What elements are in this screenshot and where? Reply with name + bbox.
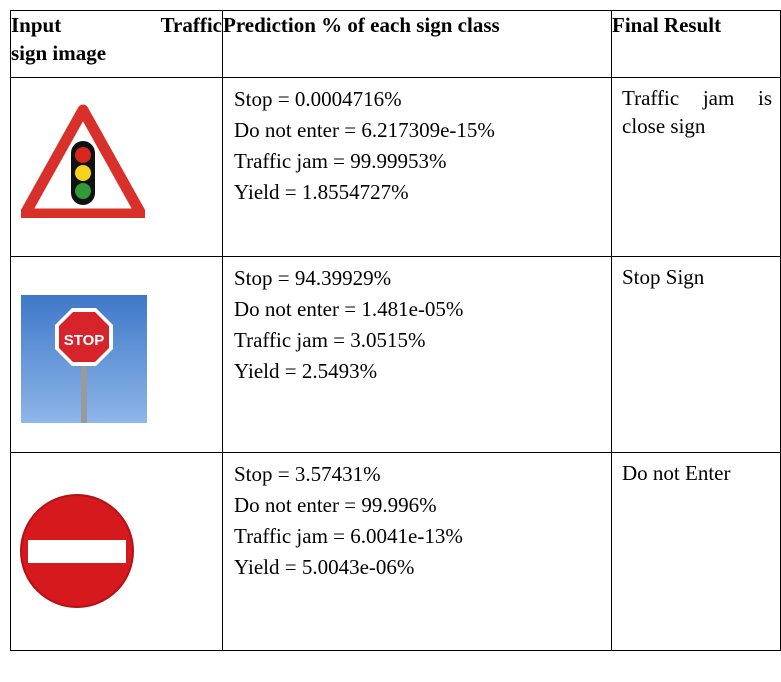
prediction-do-not-enter: Do not enter = 99.996% [234,493,437,517]
final-result-cell [612,453,781,651]
final-result-line1: Traffic jam is [622,86,772,110]
header-traffic-word: Traffic [160,13,222,37]
final-result-cell [612,257,781,453]
prediction-traffic-jam: Traffic jam = 3.0515% [234,328,426,352]
header-final-result: Final Result [612,11,781,78]
table-row [11,78,781,257]
final-result-line2: close sign [622,114,706,138]
prediction-stop: Stop = 0.0004716% [234,87,402,111]
stop-sign-text: STOP [63,332,105,349]
final-result-cell [612,78,781,257]
table-row [11,453,781,651]
header-row [11,11,781,78]
traffic-light-warning-sign [21,104,145,218]
prediction-traffic-jam: Traffic jam = 99.99953% [234,149,447,173]
final-result-line1: Stop Sign [622,265,705,289]
prediction-stop: Stop = 3.57431% [234,462,381,486]
prediction-do-not-enter: Do not enter = 1.481e-05% [234,297,464,321]
do-not-enter-sign [18,492,136,610]
header-input-word: Input [11,13,62,37]
input-image-cell [11,78,223,257]
prediction-stop: Stop = 94.39929% [234,266,392,290]
prediction-traffic-jam: Traffic jam = 6.0041e-13% [234,524,463,548]
stop-sign-image [21,295,147,423]
prediction-yield: Yield = 5.0043e-06% [234,555,415,579]
header-sign-image-word: sign image [11,41,107,65]
table-row [11,257,781,453]
prediction-yield: Yield = 2.5493% [234,359,378,383]
input-image-cell [11,257,223,453]
prediction-cell [223,257,612,453]
prediction-do-not-enter: Do not enter = 6.217309e-15% [234,118,495,142]
header-prediction: Prediction % of each sign class [223,11,612,78]
final-result-line1: Do not Enter [622,461,731,485]
prediction-cell [223,78,612,257]
input-image-cell [11,453,223,651]
header-input-image [11,11,223,78]
results-table [10,10,781,651]
prediction-cell [223,453,612,651]
prediction-yield: Yield = 1.8554727% [234,180,409,204]
